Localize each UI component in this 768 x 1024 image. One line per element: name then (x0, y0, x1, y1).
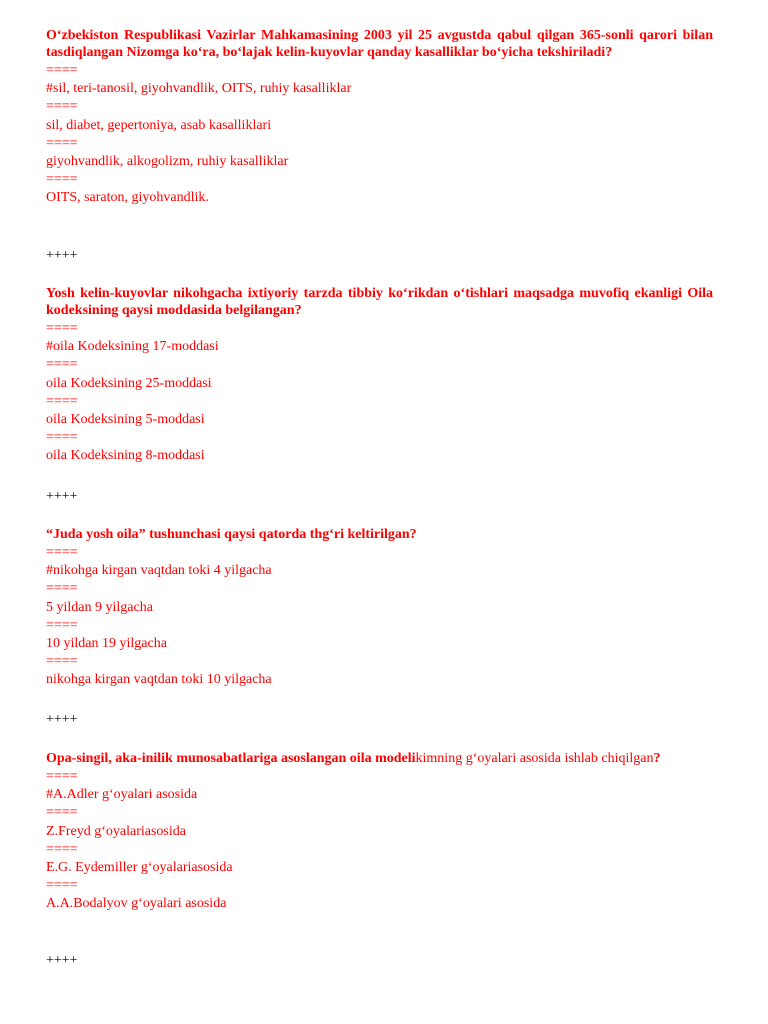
separator: ==== (46, 357, 78, 373)
answer-option: oila Kodeksining 8-moddasi (46, 448, 205, 464)
question-text-bold: Opa-singil, aka-inilik munosabatlariga asoslangan oila modeli (46, 751, 416, 766)
separator: ==== (46, 769, 78, 784)
separator: ==== (46, 878, 78, 894)
question-mark: ? (653, 751, 661, 766)
answer-option: E.G. Eydemiller g‘oyalariasosida (46, 860, 233, 876)
answer-option: sil, diabet, gepertoniya, asab kasalliklari (46, 117, 272, 133)
question-block-4 (46, 750, 713, 914)
end-marker: ++++ (46, 248, 78, 263)
separator: ==== (46, 654, 78, 670)
question-block-3 (46, 526, 713, 690)
end-marker: ++++ (46, 712, 78, 727)
separator: ==== (46, 321, 78, 336)
separator: ==== (46, 63, 78, 78)
answer-option: #sil, teri-tanosil, giyohvandlik, OITS, ruhiy kasalliklar (46, 81, 352, 97)
answer-option: #nikohga kirgan vaqtdan toki 4 yilgacha (46, 563, 272, 579)
question-text: O‘zbekiston Respublikasi Vazirlar Mahkamasining 2003 yil 25 avgustda qabul qilgan 365-sonli qarori bilan tasdiqlangan Nizomga ko‘ra, bo‘lajak kelin-kuyovlar qanday kasalliklar bo‘yicha tekshiriladi? (46, 28, 713, 60)
answer-option: 5 yildan 9 yilgacha (46, 599, 153, 615)
question-text: Yosh kelin-kuyovlar nikohgacha ixtiyoriy tarzda tibbiy ko‘rikdan o‘tishlari maqsadga muvofiq ekanligi Oila kodeksining qaysi moddasida belgilangan? (46, 286, 713, 318)
answer-option: #oila Kodeksining 17-moddasi (46, 339, 219, 355)
question-text (46, 750, 713, 767)
separator: ==== (46, 617, 78, 633)
question-text-normal: kimning g‘oyalari asosida ishlab chiqilgan (415, 751, 654, 766)
separator: ==== (46, 135, 78, 151)
separator: ==== (46, 545, 78, 560)
answer-option: nikohga kirgan vaqtdan toki 10 yilgacha (46, 672, 272, 688)
answer-option: #A.Adler g‘oyalari asosida (46, 787, 198, 803)
separator: ==== (46, 581, 78, 597)
separator: ==== (46, 805, 78, 821)
separator: ==== (46, 430, 78, 446)
answer-option: 10 yildan 19 yilgacha (46, 636, 167, 652)
answer-option: oila Kodeksining 5-moddasi (46, 412, 205, 428)
question-block-2 (46, 285, 713, 466)
question-block-1 (46, 27, 713, 208)
separator: ==== (46, 841, 78, 857)
separator: ==== (46, 172, 78, 188)
separator: ==== (46, 393, 78, 409)
separator: ==== (46, 99, 78, 115)
end-marker: ++++ (46, 953, 78, 968)
answer-option: giyohvandlik, alkogolizm, ruhiy kasalliklar (46, 154, 289, 170)
answer-option: OITS, saraton, giyohvandlik. (46, 190, 209, 206)
answer-option: A.A.Bodalyov g‘oyalari asosida (46, 896, 227, 912)
answer-option: Z.Freyd g‘oyalariasosida (46, 823, 186, 839)
answer-option: oila Kodeksining 25-moddasi (46, 375, 212, 391)
question-text: “Juda yosh oila” tushunchasi qaysi qatorda thg‘ri keltirilgan? (46, 527, 417, 542)
end-marker: ++++ (46, 489, 78, 504)
